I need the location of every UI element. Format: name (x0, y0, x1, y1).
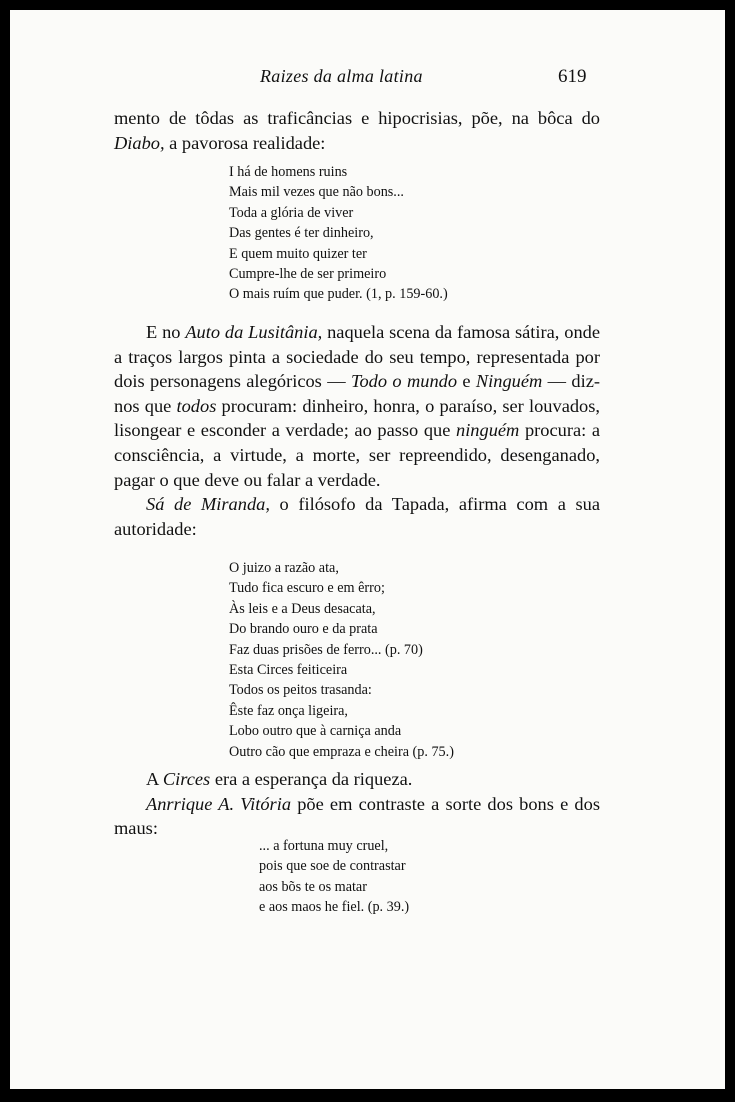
p5-italic-1: Anrrique A. Vitória (146, 793, 292, 814)
verse-line: Cumpre-lhe de ser primeiro (229, 266, 387, 283)
verse-line: Faz duas prisões de ferro... (p. 70) (229, 641, 423, 658)
paragraph-2 (114, 320, 600, 541)
p2-text-6: procura: a consciência, a virtude, a morte, ser repreendido, desenganado, pagar o que deve ou falar a verdade. (114, 420, 600, 490)
p2-italic-5: ninguém (456, 420, 520, 441)
verse-line: Todos os peitos trasanda: (229, 682, 372, 699)
verse-line: Das gentes é ter dinheiro, (229, 225, 374, 242)
p4-text-1: A (146, 769, 163, 789)
verse-block-3 (259, 836, 409, 918)
verse-line: Às leis e a Deus desacata, (229, 600, 376, 617)
verse-line: aos bõs te os matar (259, 878, 367, 895)
p5-text-1: põe em contraste a sorte dos bons e dos maus: (114, 793, 600, 839)
p4-italic-1: Circes (162, 769, 211, 789)
verse-line: ... a fortuna muy cruel, (259, 838, 389, 854)
paragraph-4 (114, 767, 600, 841)
p2-text-3: e (457, 371, 476, 392)
p1-italic-1: Diabo, (114, 132, 165, 153)
verse-line: Mais mil vezes que não bons... (229, 184, 404, 201)
verse-line: Outro cão que empraza e cheira (p. 75.) (229, 743, 454, 760)
running-title: Raizes da alma latina (260, 66, 423, 86)
verse-line: O mais ruím que puder. (1, p. 159-60.) (229, 286, 448, 303)
verse-line: pois que soe de contrastar (259, 858, 406, 875)
p4-text-2: era a esperança da riqueza. (210, 769, 413, 789)
p2-text-2: naquela scena da famosa sátira, onde a traços largos pinta a sociedade do seu tempo, representada por dois personagens alegóricos — (114, 322, 600, 392)
p3-text-1: o filósofo da Tapada, afirma com a sua autoridade: (114, 494, 600, 539)
p2-italic-3: Ninguém (475, 371, 543, 392)
book-page (10, 10, 725, 1089)
verse-line: I há de homens ruins (229, 164, 348, 180)
verse-line: e aos maos he fiel. (p. 39.) (259, 899, 410, 916)
verse-block-2 (229, 558, 454, 762)
page-header (10, 66, 725, 96)
p2-text-1: E no (146, 322, 186, 342)
page-number: 619 (558, 66, 587, 87)
p2-text-4: — diz-nos que (114, 371, 600, 416)
p1-text-2: a pavorosa realidade: (164, 132, 326, 153)
p3-italic-1: Sá de Miranda, (146, 494, 270, 515)
verse-line: Êste faz onça ligeira, (229, 702, 348, 719)
verse-block-1 (229, 162, 448, 305)
p2-text-5: procuram: dinheiro, honra, o paraíso, ser louvados, lisongear e esconder a verdade; ao passo que (114, 395, 600, 441)
verse-line: O juizo a razão ata, (229, 560, 339, 576)
p2-italic-1: Auto da Lusitânia, (185, 322, 323, 342)
verse-line: Do brando ouro e da prata (229, 621, 378, 638)
verse-line: Tudo fica escuro e em êrro; (229, 580, 385, 597)
verse-line: Toda a glória de viver (229, 204, 354, 221)
verse-line: Lobo outro que à carniça anda (229, 723, 402, 740)
verse-line: Esta Circes feiticeira (229, 662, 348, 679)
p1-text-1: mento de tôdas as traficâncias e hipocrisias, põe, na bôca do (114, 108, 600, 128)
p2-italic-2: Todo o mundo (350, 371, 458, 392)
p2-italic-4: todos (176, 395, 217, 416)
paragraph-1 (114, 106, 600, 155)
verse-line: E quem muito quizer ter (229, 245, 367, 262)
